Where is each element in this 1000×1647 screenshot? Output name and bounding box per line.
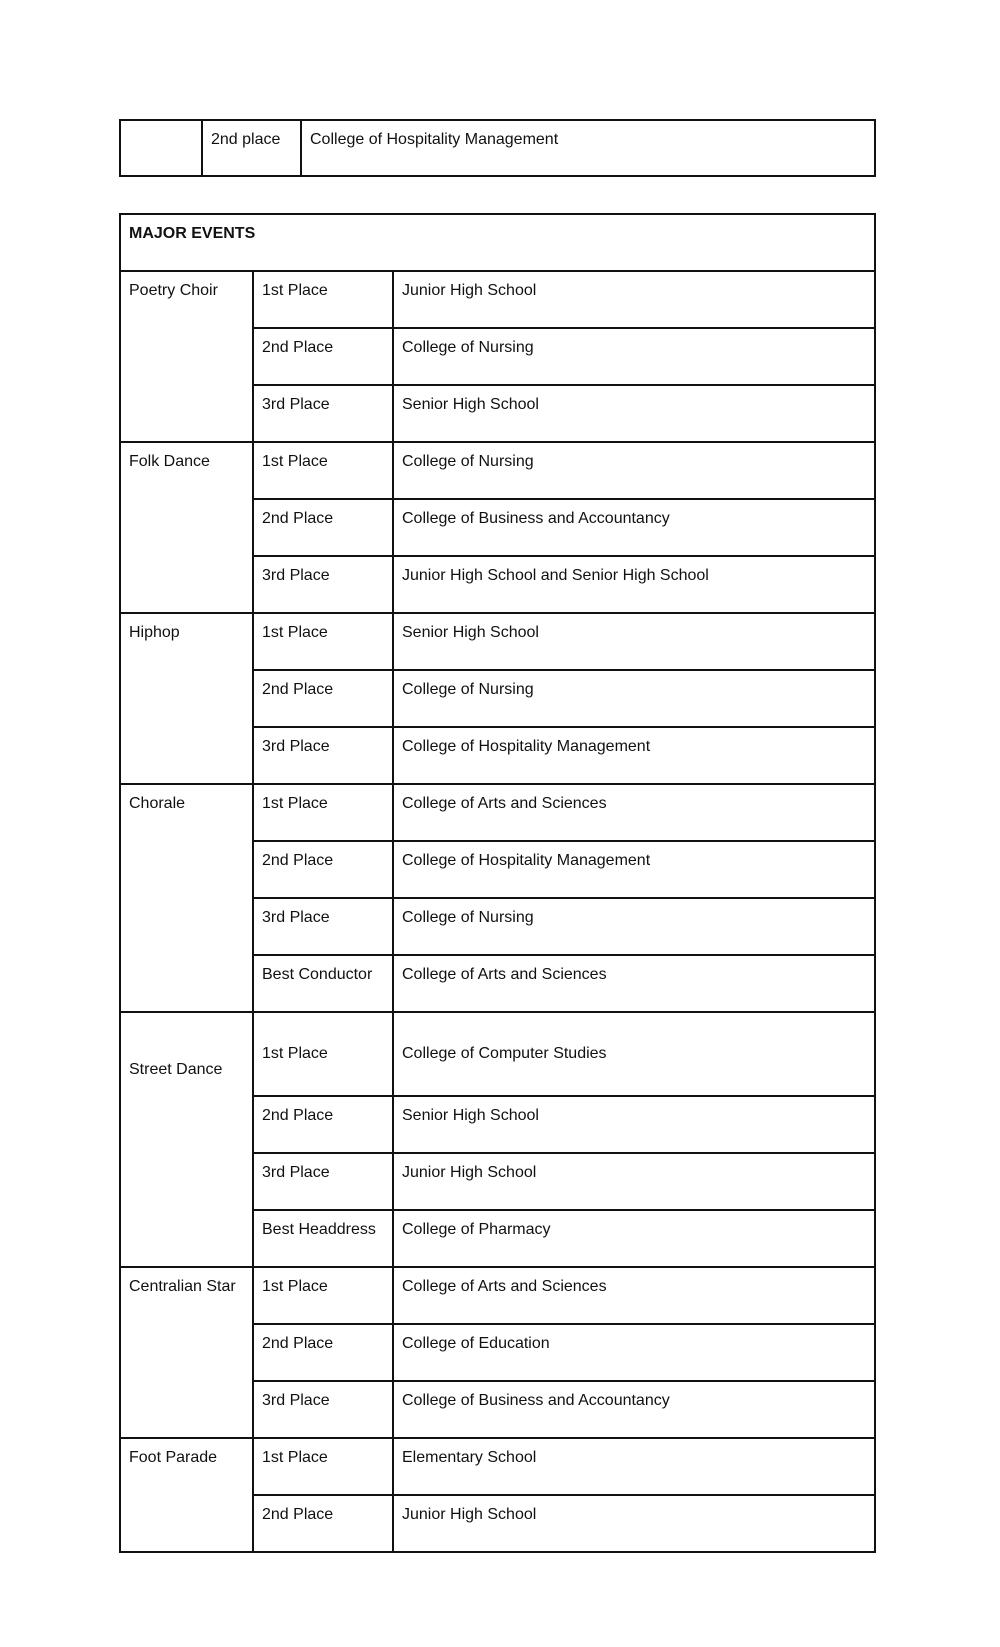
winner-cell: College of Computer Studies (393, 1012, 875, 1096)
winner-cell: Junior High School (393, 1495, 875, 1552)
winner-cell: College of Business and Accountancy (393, 1381, 875, 1438)
winner-cell: College of Nursing (393, 898, 875, 955)
event-cell (120, 120, 202, 176)
place-cell: 1st Place (253, 613, 393, 670)
table-header-row (120, 214, 875, 271)
continued-results-table (119, 119, 876, 177)
winner-cell: College of Education (393, 1324, 875, 1381)
table-row (120, 1438, 875, 1495)
winner-cell: College of Hospitality Management (393, 841, 875, 898)
place-cell: 2nd Place (253, 841, 393, 898)
place-cell: 3rd Place (253, 385, 393, 442)
place-cell: 1st Place (253, 442, 393, 499)
event-name: Hiphop (120, 613, 253, 784)
winner-cell: Junior High School and Senior High School (393, 556, 875, 613)
winner-cell: Senior High School (393, 1096, 875, 1153)
winner-cell: College of Hospitality Management (393, 727, 875, 784)
place-cell: 1st Place (253, 271, 393, 328)
event-name: Chorale (120, 784, 253, 1012)
place-cell: 2nd Place (253, 670, 393, 727)
place-cell: 3rd Place (253, 556, 393, 613)
event-name: Foot Parade (120, 1438, 253, 1552)
place-cell: Best Headdress (253, 1210, 393, 1267)
winner-cell: Senior High School (393, 385, 875, 442)
table-row (120, 613, 875, 670)
place-cell: 2nd Place (253, 499, 393, 556)
winner-cell: College of Nursing (393, 670, 875, 727)
winner-cell: College of Nursing (393, 328, 875, 385)
major-events-table (119, 213, 876, 1553)
place-cell: 2nd Place (253, 1096, 393, 1153)
section-title: MAJOR EVENTS (120, 214, 875, 271)
winner-cell: College of Arts and Sciences (393, 955, 875, 1012)
winner-cell: College of Pharmacy (393, 1210, 875, 1267)
place-cell: 1st Place (253, 784, 393, 841)
table-row (120, 442, 875, 499)
place-cell: 2nd place (202, 120, 301, 176)
winner-cell: Junior High School (393, 1153, 875, 1210)
winner-cell: College of Arts and Sciences (393, 1267, 875, 1324)
winner-cell: College of Business and Accountancy (393, 499, 875, 556)
place-cell: 3rd Place (253, 1381, 393, 1438)
place-cell: 2nd Place (253, 1495, 393, 1552)
place-cell: 3rd Place (253, 898, 393, 955)
winner-cell: College of Arts and Sciences (393, 784, 875, 841)
place-cell: 2nd Place (253, 328, 393, 385)
winner-cell: College of Hospitality Management (301, 120, 875, 176)
place-cell: 1st Place (253, 1267, 393, 1324)
place-cell: 2nd Place (253, 1324, 393, 1381)
place-cell: 3rd Place (253, 727, 393, 784)
event-name: Poetry Choir (120, 271, 253, 442)
place-cell: 1st Place (253, 1012, 393, 1096)
event-name: Folk Dance (120, 442, 253, 613)
winner-cell: Elementary School (393, 1438, 875, 1495)
winner-cell: Junior High School (393, 271, 875, 328)
place-cell: 3rd Place (253, 1153, 393, 1210)
table-row (120, 271, 875, 328)
winner-cell: College of Nursing (393, 442, 875, 499)
place-cell: Best Conductor (253, 955, 393, 1012)
event-name: Centralian Star (120, 1267, 253, 1438)
table-row (120, 1012, 875, 1096)
winner-cell: Senior High School (393, 613, 875, 670)
table-row (120, 784, 875, 841)
table-row (120, 120, 875, 176)
event-name: Street Dance (120, 1012, 253, 1267)
table-row (120, 1267, 875, 1324)
place-cell: 1st Place (253, 1438, 393, 1495)
